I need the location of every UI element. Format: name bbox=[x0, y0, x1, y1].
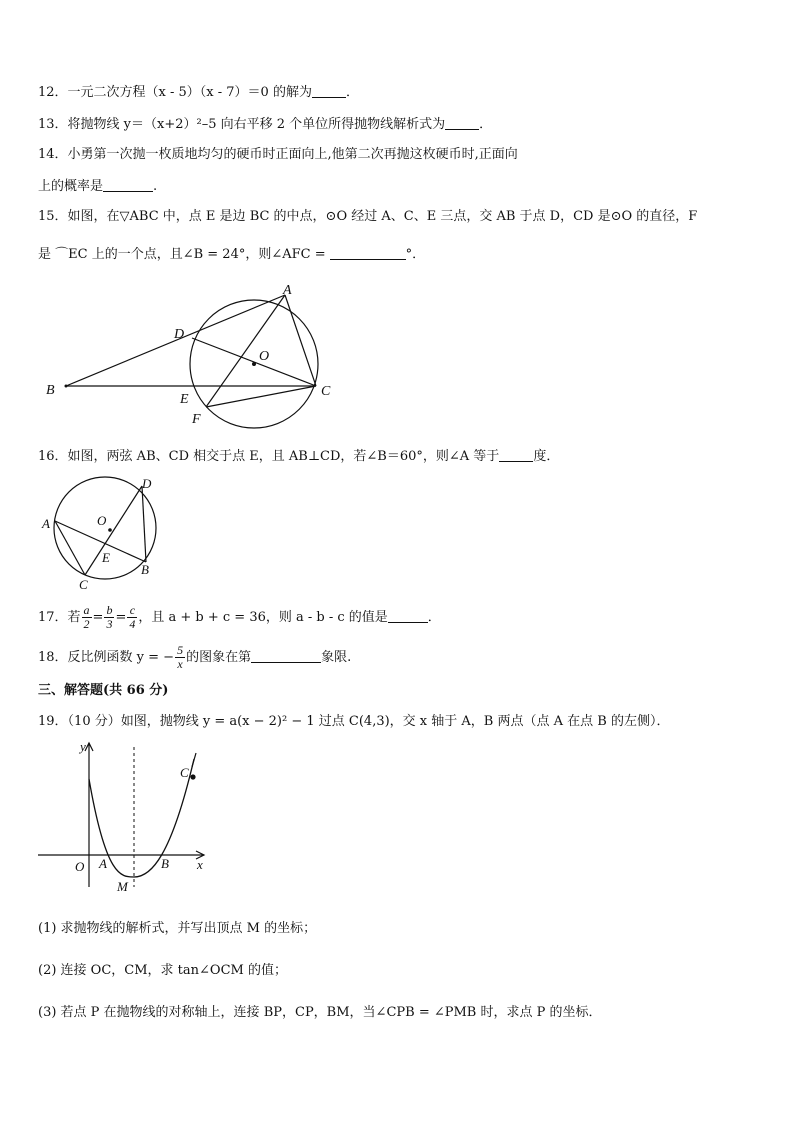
question-19-part-3: (3) 若点 P 在抛物线的对称轴上，连接 BP，CP，BM，当∠CPB = ∠PMB 时，求点 P 的坐标． bbox=[38, 1005, 602, 1020]
answer-blank[interactable] bbox=[445, 115, 479, 130]
point-b bbox=[65, 385, 68, 388]
answer-blank[interactable] bbox=[388, 608, 428, 623]
equals-sign: = bbox=[92, 610, 104, 625]
question-14-text: 上的概率是 bbox=[38, 179, 104, 194]
question-16 bbox=[38, 447, 559, 466]
fraction-c-4: $\frac{c}{4}$ bbox=[129, 603, 136, 631]
question-15-end: °． bbox=[405, 247, 426, 262]
question-16-text: 16．如图，两弦 AB、CD 相交于点 E，且 AB⊥CD，若∠B＝60°，则∠A 等于 bbox=[38, 449, 500, 464]
point-o bbox=[252, 362, 256, 366]
question-15-text: 是 ⌒EC 上的一个点，且∠B = 24°，则∠AFC = bbox=[38, 247, 326, 262]
answer-blank[interactable] bbox=[499, 447, 533, 462]
label-f: F bbox=[192, 412, 201, 427]
equals-sign: = bbox=[115, 610, 127, 625]
question-14-line1: 14．小勇第一次抛一枚质地均匀的硬币时正面向上,他第二次再抛这枚硬币时,正面向 bbox=[38, 147, 518, 162]
question-17-end: ． bbox=[427, 610, 441, 625]
question-17-prefix: 17．若 bbox=[38, 610, 81, 625]
question-18-middle: 的图象在第 bbox=[186, 650, 252, 665]
label-c: C bbox=[180, 765, 189, 780]
question-13-end: ． bbox=[479, 117, 493, 132]
label-e: E bbox=[102, 550, 110, 565]
question-15-figure bbox=[40, 282, 340, 432]
fraction-a-2: $\frac{a}{2}$ bbox=[83, 603, 90, 631]
answer-blank[interactable] bbox=[103, 177, 153, 192]
section-title: 三、解答题(共 66 分) bbox=[38, 683, 169, 698]
question-19-figure bbox=[36, 737, 216, 897]
point-c bbox=[190, 774, 195, 779]
label-b: B bbox=[161, 856, 169, 871]
question-16-figure bbox=[36, 474, 166, 594]
question-18-end: 象限. bbox=[321, 650, 352, 665]
label-c: C bbox=[321, 384, 331, 399]
point-o bbox=[108, 528, 112, 532]
label-c: C bbox=[79, 577, 88, 592]
label-d: D bbox=[142, 476, 152, 491]
answer-blank[interactable] bbox=[251, 648, 321, 663]
fraction-5-x: $\frac{5}{x}$ bbox=[177, 643, 184, 671]
label-x: x bbox=[197, 857, 203, 872]
question-13-text: 13．将抛物线 y＝（x+2）²–5 向右平移 2 个单位所得抛物线解析式为 bbox=[38, 117, 446, 132]
question-15-line2 bbox=[38, 245, 425, 264]
label-d: D bbox=[174, 327, 185, 342]
question-18 bbox=[38, 640, 351, 676]
question-13 bbox=[38, 115, 492, 134]
label-y: y bbox=[80, 739, 86, 754]
label-b: B bbox=[141, 562, 149, 577]
question-19-text: 19．（10 分）如图，抛物线 y = a(x − 2)² − 1 过点 C(4,3)，交 x 轴于 A，B 两点（点 A 在点 B 的左侧）． bbox=[38, 714, 670, 729]
question-12-text: 12．一元二次方程（x - 5）（x - 7）＝0 的解为 bbox=[38, 85, 312, 100]
label-e: E bbox=[180, 392, 189, 407]
segment-ac bbox=[55, 521, 85, 575]
question-12-end: ． bbox=[345, 85, 359, 100]
segment-fc bbox=[206, 386, 316, 407]
question-15-line1: 15．如图，在▽ABC 中，点 E 是边 BC 的中点，⊙O 经过 A、C、E 三点，交 AB 于点 D，CD 是⊙O 的直径，F bbox=[38, 209, 698, 224]
chord-cd bbox=[85, 486, 142, 575]
label-b: B bbox=[46, 383, 55, 398]
question-17-middle: ，且 a + b + c = 36，则 a - b - c 的值是 bbox=[138, 610, 388, 625]
question-19-part-1: (1) 求抛物线的解析式，并写出顶点 M 的坐标； bbox=[38, 921, 317, 936]
question-14-end: . bbox=[153, 179, 158, 194]
question-17 bbox=[38, 600, 441, 636]
segment-ac bbox=[285, 295, 316, 386]
answer-blank[interactable] bbox=[312, 83, 346, 98]
label-a: A bbox=[99, 856, 107, 871]
label-o: O bbox=[75, 859, 85, 874]
answer-blank[interactable] bbox=[330, 245, 406, 260]
question-14-line2 bbox=[38, 177, 157, 196]
question-16-end: 度． bbox=[533, 449, 560, 464]
question-19-part-2: (2) 连接 OC，CM，求 tan∠OCM 的值； bbox=[38, 963, 287, 978]
parabola-tail bbox=[192, 753, 196, 767]
label-o: O bbox=[259, 349, 270, 364]
label-a: A bbox=[283, 283, 292, 298]
label-a: A bbox=[42, 516, 50, 531]
question-12 bbox=[38, 83, 359, 102]
label-o: O bbox=[97, 513, 107, 528]
label-m: M bbox=[117, 879, 128, 894]
question-18-prefix: 18．反比例函数 y = − bbox=[38, 650, 175, 665]
fraction-b-3: $\frac{b}{3}$ bbox=[106, 603, 113, 631]
